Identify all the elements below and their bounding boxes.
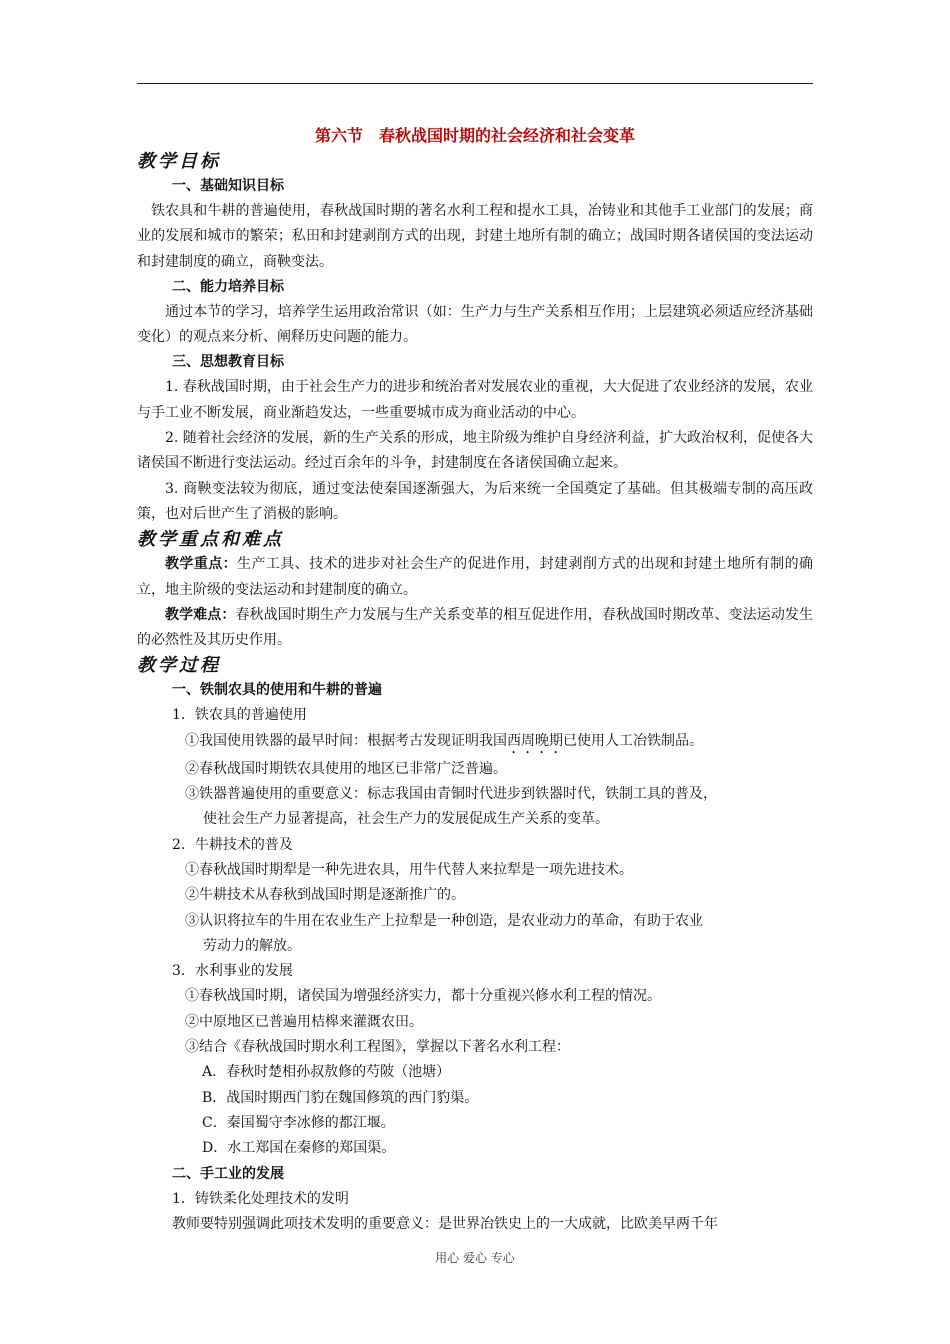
paragraph-knowledge: 铁农具和牛耕的普遍使用，春秋战国时期的著名水利工程和提水工具，冶铸业和其他手工业部门的发展；商业的发展和城市的繁荣；私田和封建剥削方式的出现，封建土地所有制的确立；战国时期各诸侯国的变法运动和封建制度的确立，商鞅变法。 xyxy=(137,203,813,270)
list-item: ③认识将拉车的牛用在农业生产上拉犁是一种创造，是农业动力的革命，有助于农业 劳动力的解放。 xyxy=(185,912,703,954)
subheading-handicraft: 二、手工业的发展 xyxy=(172,1165,284,1182)
list-item: ③铁器普遍使用的重要意义：标志我国由青铜时代进步到铁器时代，铁制工具的普及， 使社会生产力显著提高，社会生产力的发展促成生产关系的变革。 xyxy=(185,786,717,828)
subheading-ideology: 三、思想教育目标 xyxy=(172,354,284,371)
paragraph-ideology-1: 1. 春秋战国时期，由于社会生产力的进步和统治者对发展农业的重视，大大促进了农业经济的发展，农业与手工业不断发展，商业渐趋发达，一些重要城市成为商业活动的中心。 xyxy=(137,379,813,421)
subheading-ability: 二、能力培养目标 xyxy=(172,278,284,295)
difficulty-label: 教学难点： xyxy=(165,606,236,623)
header-rule xyxy=(137,83,813,84)
paragraph-ideology-3: 3. 商鞅变法较为彻底，通过变法使秦国逐渐强大，为后来统一全国奠定了基础。但其极端专制的高压政策，也对后世产生了消极的影响。 xyxy=(137,480,813,522)
paragraph-key-point xyxy=(137,552,813,603)
list-item: 1．铁农具的普遍使用 xyxy=(172,707,307,724)
page-footer: 用心 爱心 专心 xyxy=(435,1251,515,1265)
paragraph-ideology-2: 2. 随着社会经济的发展，新的生产关系的形成，地主阶级为维护自身经济利益，扩大政治权利，促使各大诸侯国不断进行变法运动。经过百余年的斗争，封建制度在各诸侯国确立起来。 xyxy=(137,430,813,472)
key-point-text: 生产工具、技术的进步对社会生产的促进作用，封建剥削方式的出现和封建土地所有制的确立，地主阶级的变法运动和封建制度的确立。 xyxy=(137,556,813,598)
paragraph-handicraft: 教师要特别强调此项技术发明的重要意义：是世界冶铁史上的一大成就，比欧美早两千年 xyxy=(172,1215,718,1232)
paragraph-ability: 通过本节的学习，培养学生运用政治常识（如：生产力与生产关系相互作用；上层建筑必须适应经济基础变化）的观点来分析、阐释历史问题的能力。 xyxy=(137,303,813,346)
document-body xyxy=(137,125,813,1237)
list-item: ②春秋战国时期铁农具使用的地区已非常广泛普遍。 xyxy=(185,760,507,777)
list-item: 1．铸铁柔化处理技术的发明 xyxy=(172,1190,349,1207)
title-text: 春秋战国时期的社会经济和社会变革 xyxy=(379,126,636,145)
page-title xyxy=(137,125,813,149)
difficulty-text: 春秋战国时期生产力发展与生产关系变革的相互促进作用，春秋战国时期改革、变法运动发生的必然性及其历史作用。 xyxy=(137,606,814,649)
list-item: ①我国使用铁器的最早时间：根据考古发现证明我国西周晚期已使用人工冶铁制品。 xyxy=(185,732,703,749)
subheading-knowledge: 一、基础知识目标 xyxy=(172,178,284,194)
list-item: 2．牛耕技术的普及 xyxy=(172,836,293,853)
subheading-iron-tools: 一、铁制农具的使用和牛耕的普遍 xyxy=(172,682,382,699)
key-point-label: 教学重点： xyxy=(165,556,238,573)
section-heading-process: 教学过程 xyxy=(137,655,221,677)
list-item: 3．水利事业的发展 xyxy=(172,963,293,980)
list-item: C．秦国蜀守李冰修的都江堰。 xyxy=(202,1114,395,1131)
paragraph-difficulty xyxy=(137,603,813,654)
section-heading-objectives: 教学目标 xyxy=(137,151,221,172)
list-item: ①春秋战国时期犁是一种先进农具，用牛代替人来拉犁是一项先进技术。 xyxy=(185,861,633,878)
list-item: ②中原地区已普遍用桔槔来灌溉农田。 xyxy=(185,1013,423,1030)
emphasis-text: 西周晚期 xyxy=(507,732,563,749)
list-item: D．水工郑国在秦修的郑国渠。 xyxy=(202,1140,396,1157)
list-item: ③结合《春秋战国时期水利工程图》，掌握以下著名水利工程： xyxy=(185,1039,570,1056)
list-item: B．战国时期西门豹在魏国修筑的西门豹渠。 xyxy=(202,1089,479,1106)
title-section-number: 第六节 xyxy=(314,126,363,145)
list-item: ①春秋战国时期，诸侯国为增强经济实力，都十分重视兴修水利工程的情况。 xyxy=(185,988,661,1005)
list-item: ②牛耕技术从春秋到战国时期是逐渐推广的。 xyxy=(185,887,465,904)
section-heading-key-points: 教学重点和难点 xyxy=(137,529,284,551)
list-item: A．春秋时楚相孙叔敖修的芍陂（池塘） xyxy=(202,1064,451,1081)
